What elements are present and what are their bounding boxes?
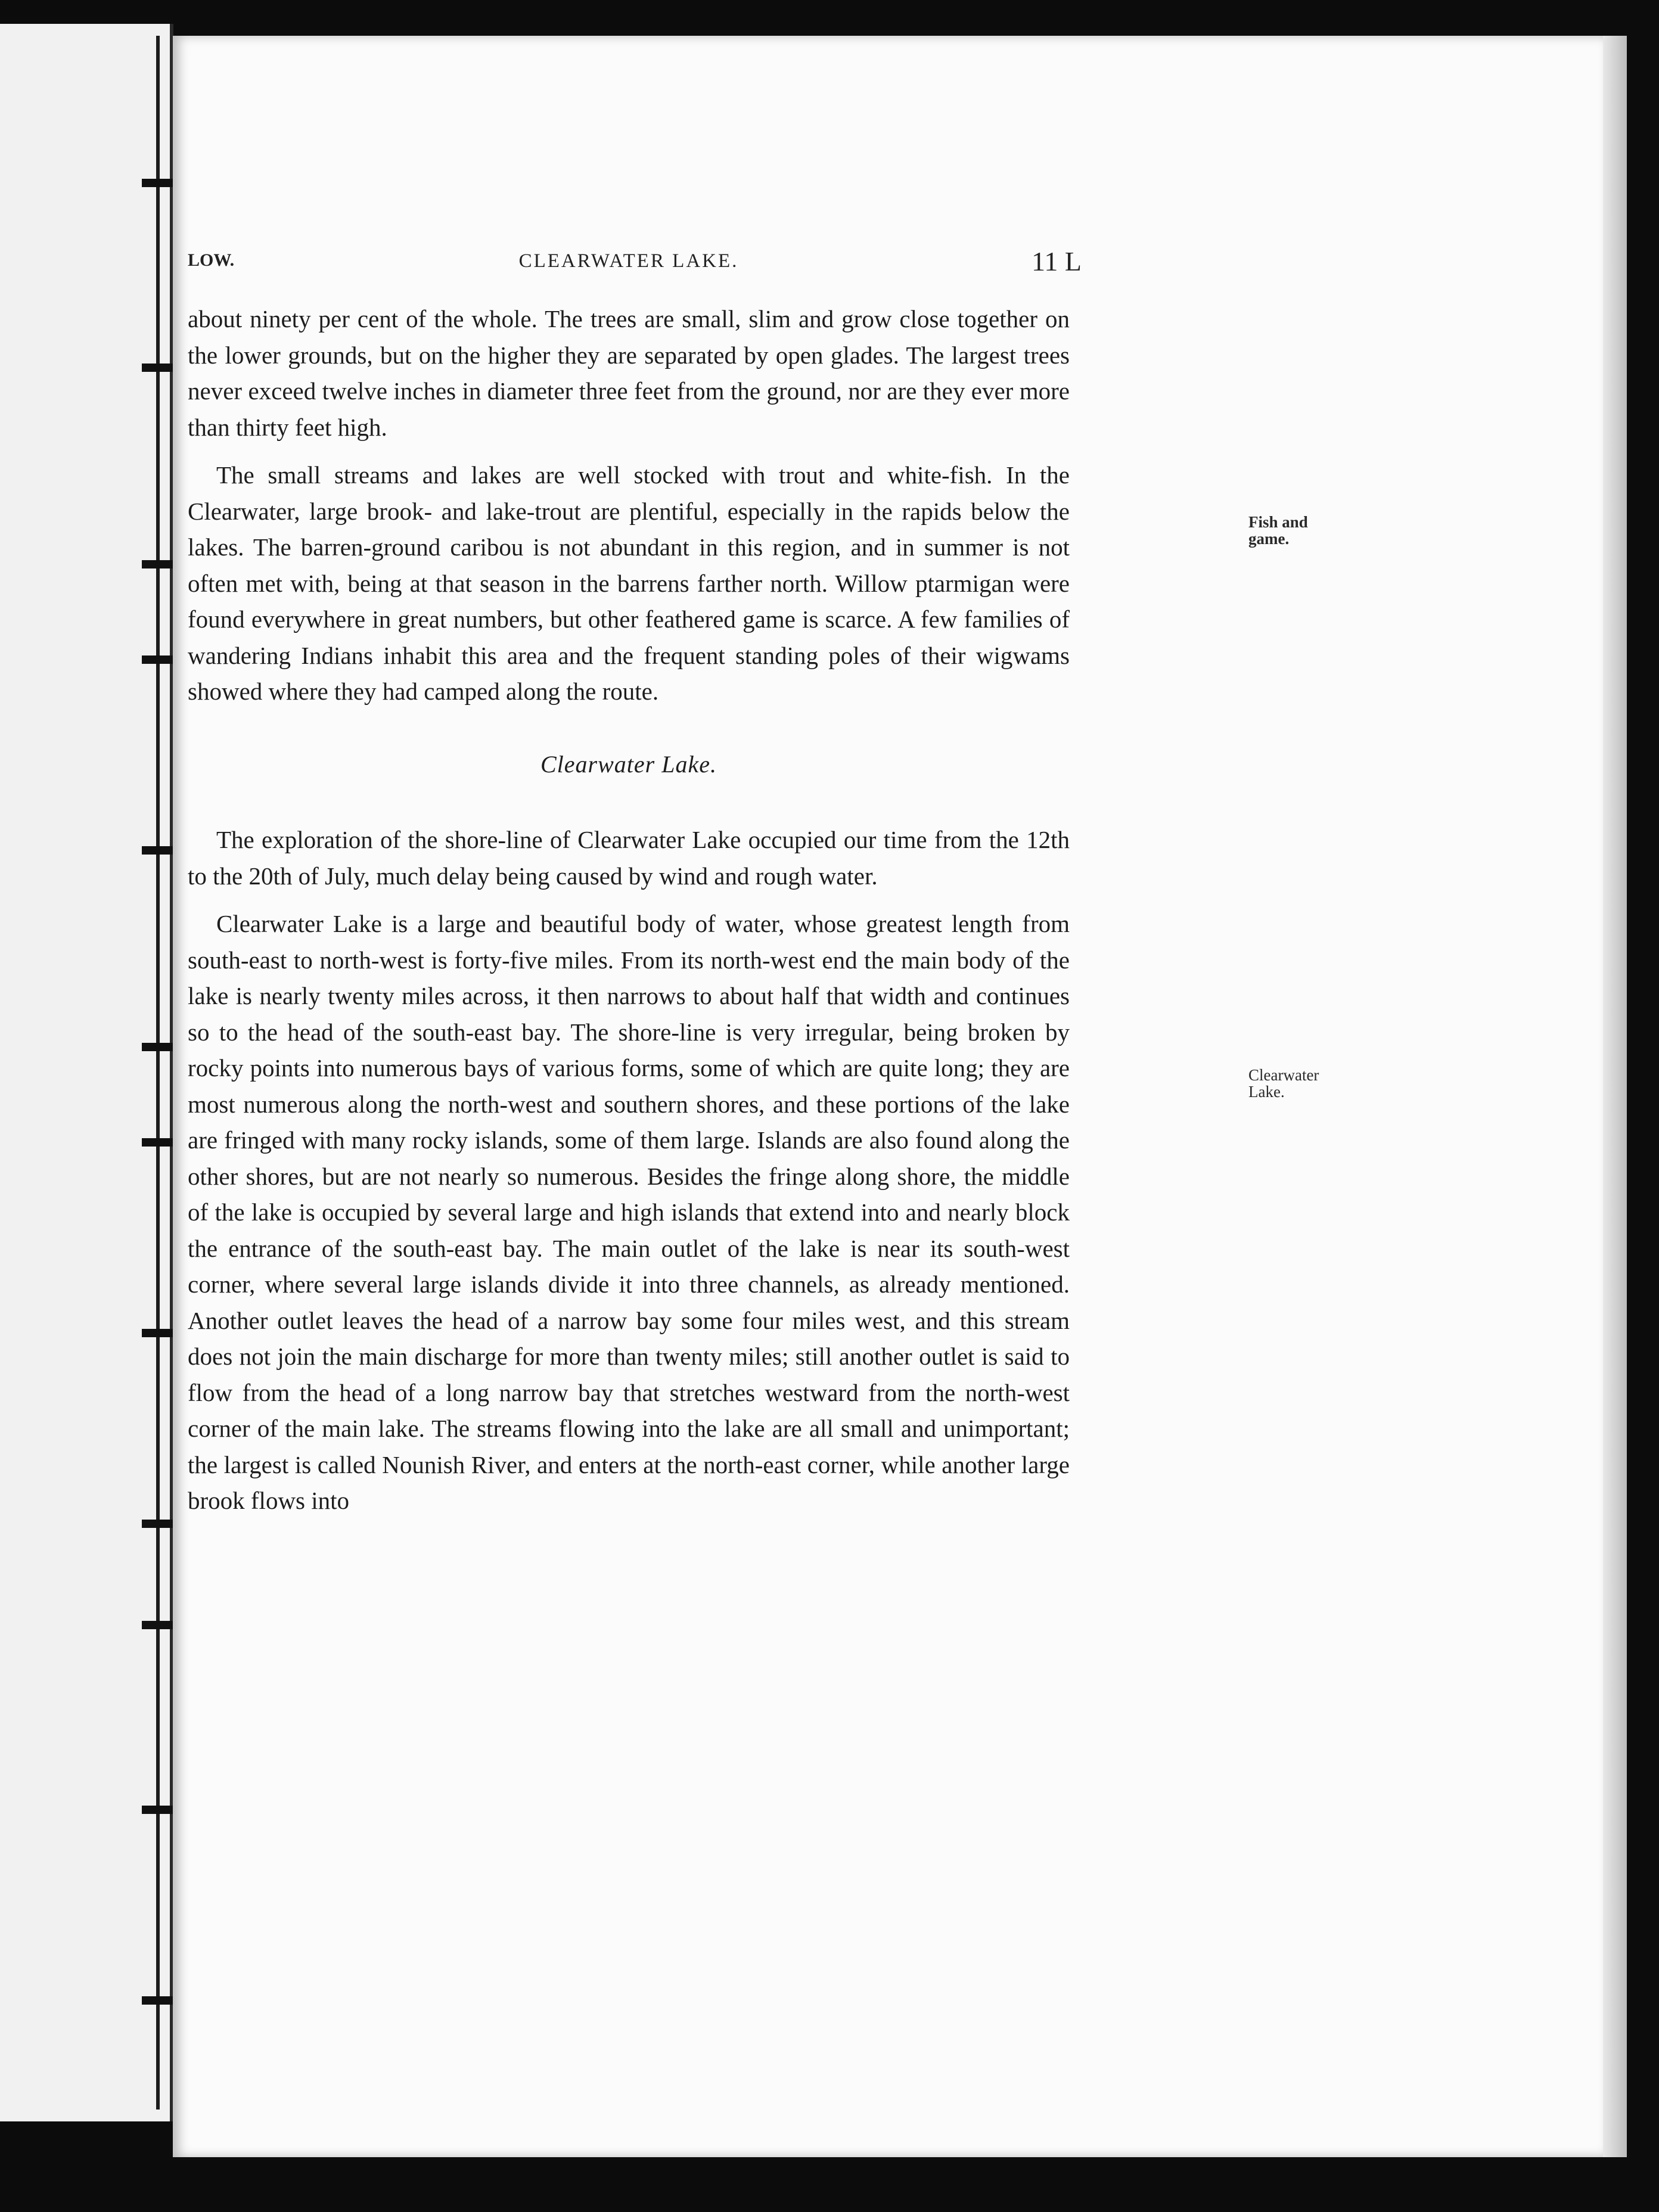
page-number: 11 L [1032,246,1082,276]
binding-stitch [142,1138,173,1147]
page-stack-edge [1603,36,1627,2157]
binding-stitch [142,1806,173,1814]
binding-stitch [142,1621,173,1629]
running-title: CLEARWATER LAKE. [518,250,739,272]
section-heading: Clearwater Lake. [540,750,717,778]
binding-stitch [142,1043,173,1051]
body-paragraph: The small streams and lakes are well stocked with trout and white-fish. In the Clearwater, large brook- and lake-trout are plentiful, especially in the rapids below the lakes. The barren-ground caribou is not abundant in this region, and in summer is not often met with, being at that season in the barrens farther north. Willow ptarmigan were found everywhere in great numbers, but other feathered game is scarce. A few families of wandering Indians inhabit this area and the frequent standing poles of their wigwams showed where they had camped along the route. [188,461,1070,705]
binding-stitch [142,364,173,372]
binding-stitch [142,1520,173,1528]
body-paragraph: Clearwater Lake is a large and beautiful body of water, whose greatest length from south-east to north-west is forty-five miles. From its north-west end the main body of the lake is nearly twenty miles across, it then narrows to about half that width and continues so to the head of the south-east bay. The shore-line is very irregular, being broken by rocky points into numerous bays of various forms, some of which are quite long; they are most numerous along the north-west and southern shores, and these portions of the lake are fringed with many rocky islands, some of them large. Islands are also found along the other shores, but are not nearly so numerous. Besides the fringe along shore, the middle of the lake is occupied by several large and high islands that extend into and nearly block the entrance of the south-east bay. The main outlet of the lake is near its south-west corner, where several large islands divide it into three channels, as already mentioned. Another outlet leaves the head of a narrow bay some four miles west, and this stream does not join the main discharge for more than twenty miles; still another outlet is said to flow from the head of a long narrow bay that stretches westward from the north-west corner of the main lake. The streams flowing into the lake are all small and unimportant; the largest is called Nounish River, and enters at the north-east corner, while another large brook flows into [188,910,1070,1514]
margin-note-fish-and-game: Fish and game. [1248,513,1308,548]
margin-note-clearwater-lake: Clearwater Lake. [1248,1066,1319,1101]
binding-stitch [142,1329,173,1337]
binding-stitch [142,179,173,187]
body-paragraph: about ninety per cent of the whole. The trees are small, slim and grow close together on the lower grounds, but on the higher they are separated by open glades. The largest trees never exceed twelve inches in diameter three feet from the ground, nor are they ever more than thirty feet high. [188,305,1070,441]
binding-spine [156,36,160,2110]
binding-stitch [142,1996,173,2005]
body-paragraph: The exploration of the shore-line of Clearwater Lake occupied our time from the 12th to the 20th of July, much delay being caused by wind and rough water. [188,826,1070,890]
binding-stitch [142,846,173,855]
page-body [188,301,1070,1519]
header-left-mark: LOW. [188,250,235,270]
binding-stitch [142,655,173,664]
binding-stitch [142,560,173,568]
